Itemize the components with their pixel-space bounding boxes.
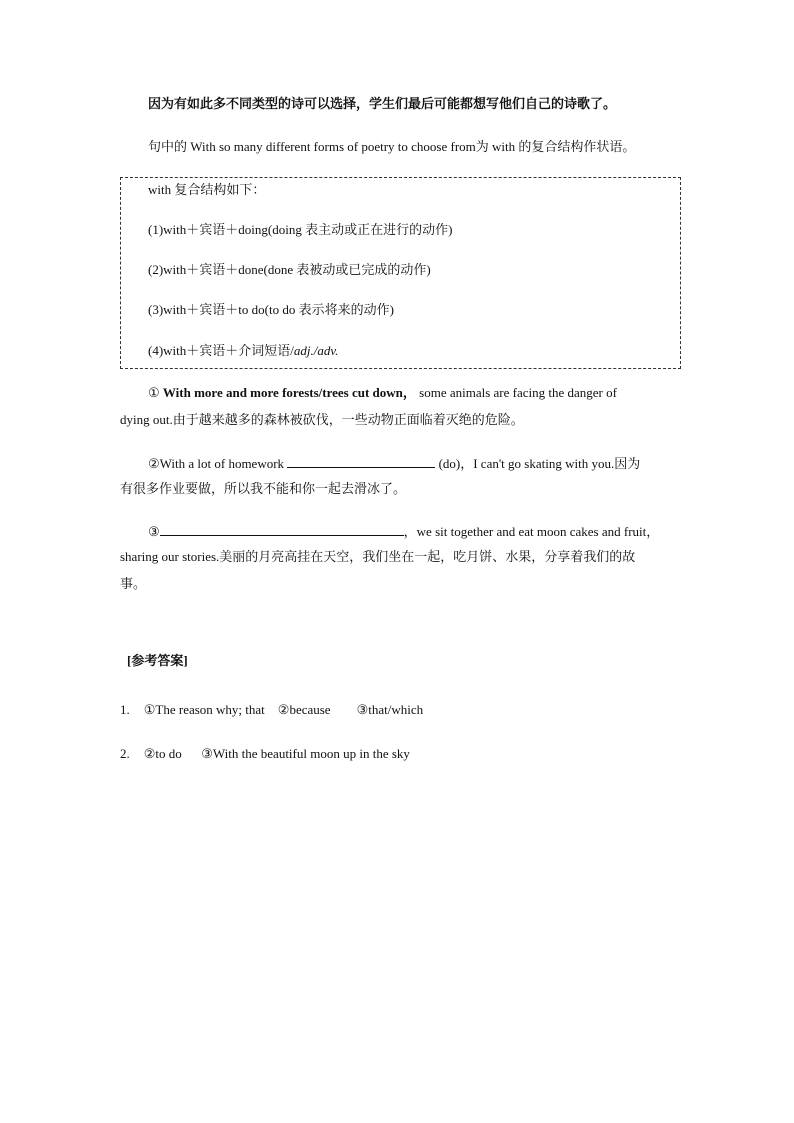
box-item-4-italic: adj./adv. [293, 343, 339, 358]
example-3-suffix: ，we sit together and eat moon cakes and fruit， [403, 524, 660, 539]
example-3-line-3: 事。 [120, 576, 147, 591]
example-2-suffix: (do)，I can't go skating with you.因为 [435, 456, 641, 471]
box-item-1: (1)with＋宾语＋doing(doing 表主动或正在进行的动作) [148, 222, 453, 237]
example-1-line-2: dying out.由于越来越多的森林被砍伐，一些动物正面临着灭绝的危险。 [120, 412, 524, 427]
answer-2-number: 2. [120, 746, 130, 761]
box-item-4 [148, 342, 338, 360]
box-item-2: (2)with＋宾语＋done(done 表被动或已完成的动作) [148, 262, 431, 277]
example-1-bold: With more and more forests/trees cut down， [162, 385, 416, 400]
example-3-line-1 [148, 521, 659, 541]
example-2-line-2: 有很多作业要做，所以我不能和你一起去滑冰了。 [120, 481, 407, 496]
example-1-marker: ① [148, 385, 160, 400]
example-3-blank[interactable] [160, 521, 404, 536]
grammar-note: 句中的 With so many different forms of poetry to choose from为 with 的复合结构作状语。 [148, 139, 636, 154]
example-1-rest: some animals are facing the danger of [415, 385, 617, 400]
example-1-line-1 [148, 384, 617, 402]
example-2-blank[interactable] [287, 453, 435, 468]
box-item-3: (3)with＋宾语＋to do(to do 表示将来的动作) [148, 302, 394, 317]
translation-sentence: 因为有如此多不同类型的诗可以选择，学生们最后可能都想写他们自己的诗歌了。 [148, 96, 617, 111]
answers-title: [参考答案] [127, 653, 188, 668]
answer-row-2 [120, 745, 410, 763]
example-2-prefix: ②With a lot of homework [148, 456, 288, 471]
answer-2-text: ②to do ③With the beautiful moon up in the sky [143, 746, 410, 761]
box-item-4-prefix: (4)with＋宾语＋介词短语/ [148, 343, 294, 358]
box-heading: with 复合结构如下： [148, 182, 266, 197]
example-3-line-2: sharing our stories.美丽的月亮高挂在天空，我们坐在一起，吃月饼、水果，分享着我们的故 [120, 549, 636, 564]
answer-1-number: 1. [120, 702, 130, 717]
answer-row-1 [120, 701, 423, 719]
example-3-marker: ③ [148, 524, 160, 539]
example-2-line-1 [148, 453, 640, 473]
answer-1-text: ①The reason why; that ②because ③that/which [143, 702, 424, 717]
